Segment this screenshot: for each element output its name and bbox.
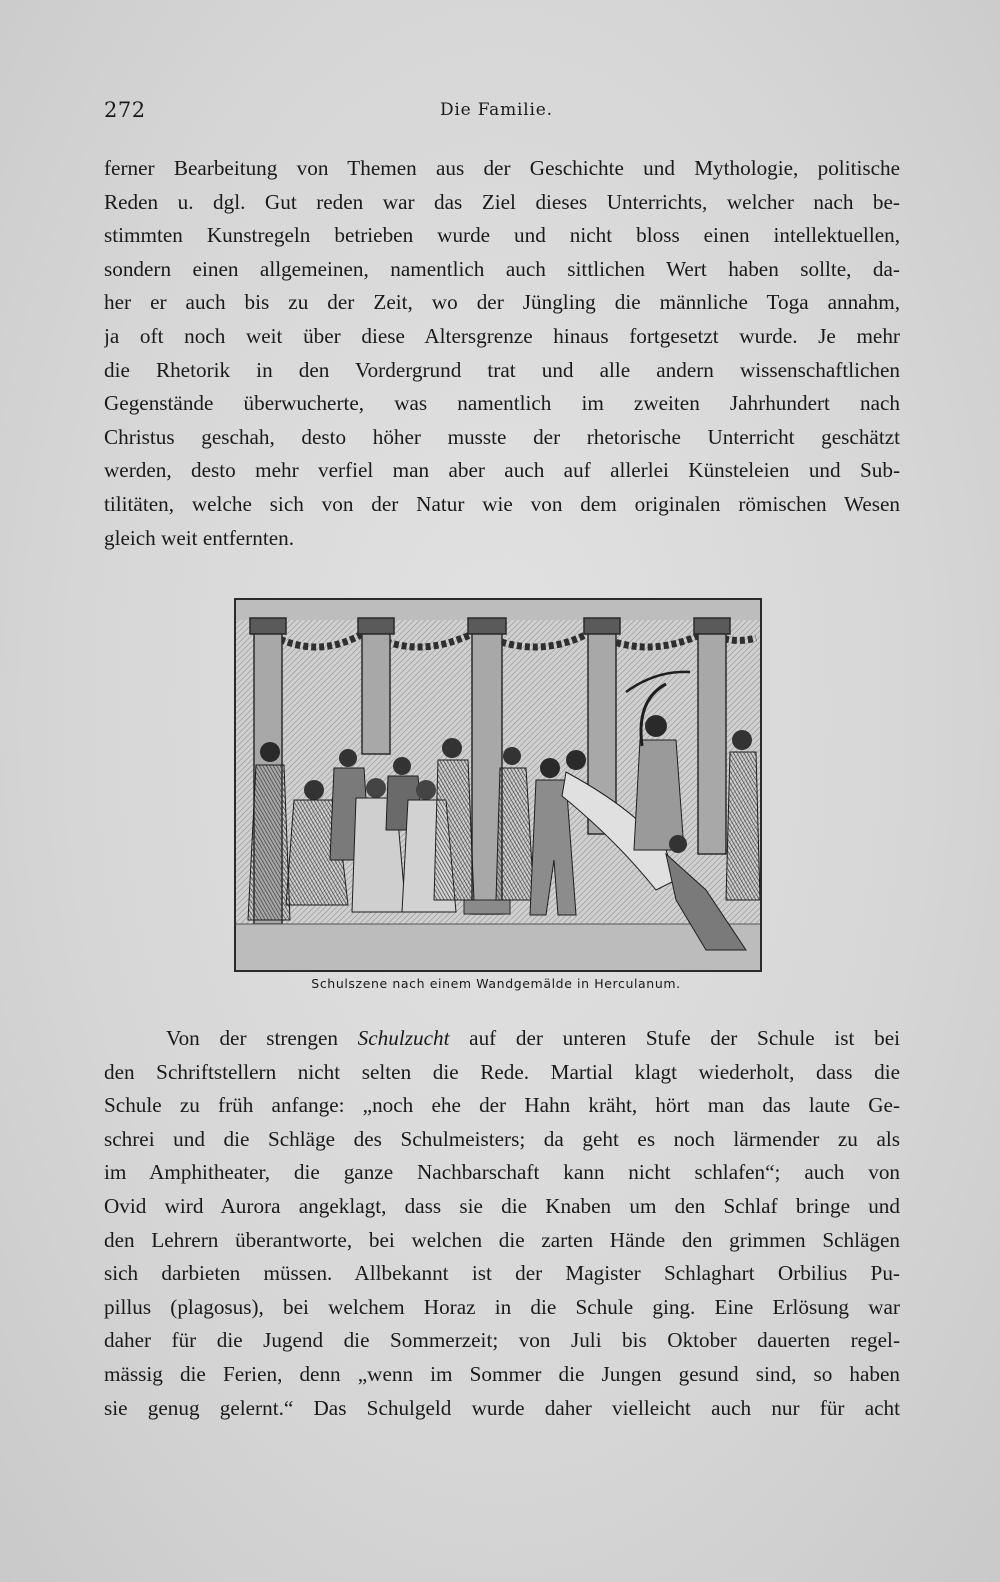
text-line: stimmten Kunstregeln betrieben wurde und nicht bloss einen intellektuellen, <box>104 223 900 248</box>
running-head: Die Familie. <box>440 100 553 120</box>
text-line: Christus geschah, desto höher musste der rhetorische Unterricht geschätzt <box>104 424 900 449</box>
text-line: ferner Bearbeitung von Themen aus der Geschichte und Mythologie, politische <box>104 156 900 180</box>
text-line: ja oft noch weit über diese Altersgrenze hinaus fortgesetzt wurde. Je mehr <box>104 323 900 348</box>
text-line: werden, desto mehr verfiel man aber auch auf allerlei Künsteleien und Sub- <box>104 458 900 483</box>
text-line: Reden u. dgl. Gut reden war das Ziel dieses Unterrichts, welcher nach be- <box>104 189 900 214</box>
text-line <box>104 1022 900 1056</box>
text-line: die Rhetorik in den Vordergrund trat und alle andern wissenschaftlichen <box>104 357 900 382</box>
architrave <box>236 600 760 620</box>
text-line: Ovid wird Aurora angeklagt, dass sie die Knaben um den Schlaf bringe und <box>104 1193 900 1218</box>
text-line: gleich weit entfernten. <box>104 525 295 550</box>
text-line: mässig die Ferien, denn „wenn im Sommer die Jungen gesund sind, so haben <box>104 1361 900 1386</box>
text-line: den Schriftstellern nicht selten die Rede. Martial klagt wiederholt, dass die <box>104 1059 900 1084</box>
text-line: sie genug gelernt.“ Das Schulgeld wurde daher vielleicht auch nur für acht <box>104 1395 900 1420</box>
text-line: den Lehrern überantworte, bei welchen die zarten Hände den grimmen Schlägen <box>104 1227 900 1252</box>
text-line: daher für die Jugend die Sommerzeit; von Juli bis Oktober dauerten regel- <box>104 1328 900 1353</box>
emphasis-term: Schulzucht <box>357 1026 450 1050</box>
text-fragment: auf der unteren Stufe der Schule ist bei <box>449 1026 900 1050</box>
column-base <box>464 900 510 914</box>
text-line: schrei und die Schläge des Schulmeisters; da geht es noch lärmender zu als <box>104 1126 900 1151</box>
page-header <box>104 98 900 132</box>
text-line: sich darbieten müssen. Allbekannt ist der Magister Schlaghart Orbilius Pu- <box>104 1261 900 1286</box>
school-scene-engraving <box>234 598 762 972</box>
text-line: sondern einen allgemeinen, namentlich auch sittlichen Wert haben sollte, da- <box>104 256 900 281</box>
figure-caption: Schulszene nach einem Wandgemälde in Herculanum. <box>311 976 681 991</box>
text-line: Schule zu früh anfange: „noch ehe der Hahn kräht, hört man das laute Ge- <box>104 1093 900 1118</box>
text-fragment: Von der strengen <box>166 1026 358 1050</box>
text-line: Gegenstände überwucherte, was namentlich im zweiten Jahrhundert nach <box>104 391 900 416</box>
text-line: tilitäten, welche sich von der Natur wie von dem originalen römischen Wesen <box>104 491 900 516</box>
engraving-illustration <box>236 600 760 970</box>
text-line: im Amphitheater, die ganze Nachbarschaft kann nicht schlafen“; auch von <box>104 1160 900 1185</box>
page-number: 272 <box>104 98 146 122</box>
paragraph-rhetoric <box>104 152 900 555</box>
paragraph-school-discipline <box>104 1022 900 1425</box>
text-line: her er auch bis zu der Zeit, wo der Jüngling die männliche Toga annahm, <box>104 290 900 315</box>
text-line: pillus (plagosus), bei welchem Horaz in die Schule ging. Eine Erlösung war <box>104 1294 900 1319</box>
floor <box>236 924 760 970</box>
